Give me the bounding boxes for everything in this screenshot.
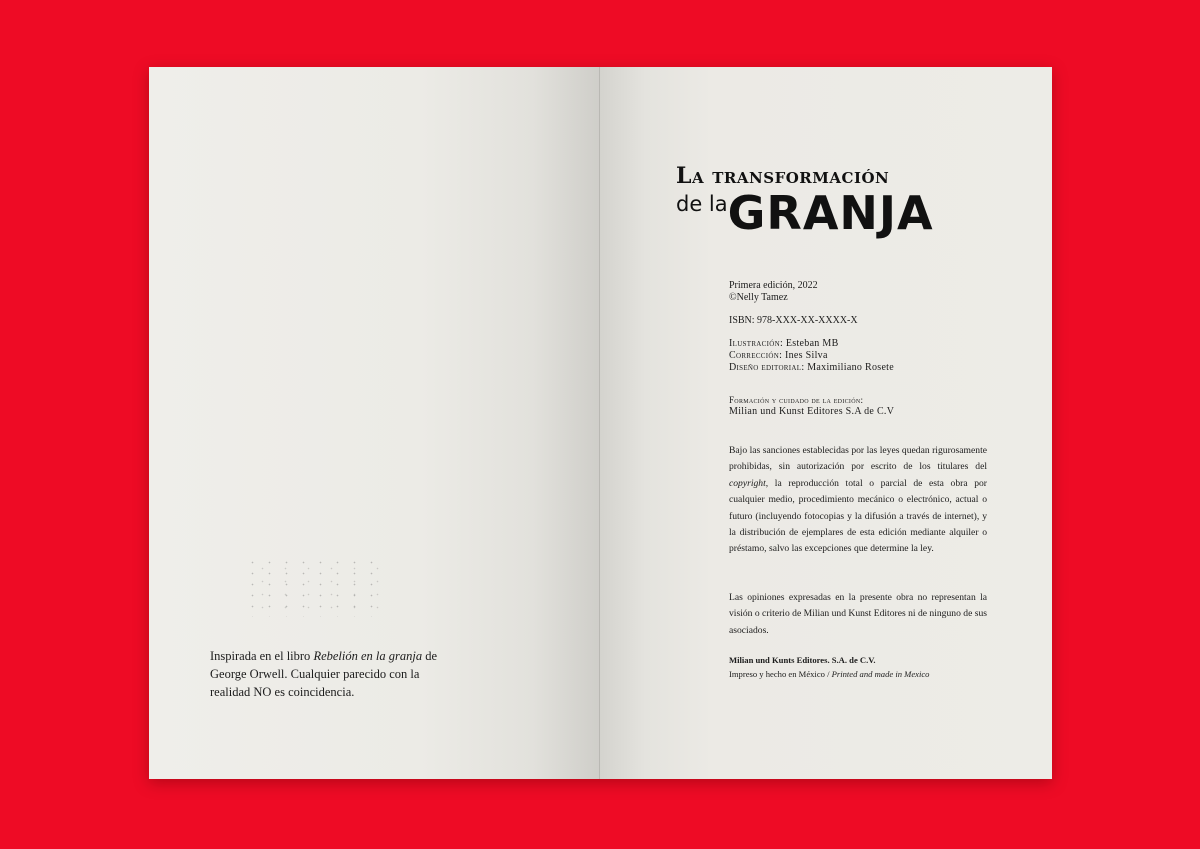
book-spread bbox=[149, 67, 1052, 779]
book-gutter bbox=[599, 67, 600, 779]
legal-text-start: Bajo las sanciones establecidas por las leyes quedan rigurosamente prohibidas, sin autorización por escrito de los titulares del bbox=[729, 445, 987, 473]
credit-correction bbox=[729, 350, 987, 362]
credit-illustration bbox=[729, 338, 987, 350]
title-de-la: de la bbox=[676, 192, 728, 216]
copyright-text: ©Nelly Tamez bbox=[729, 292, 788, 303]
imprint-english: Printed and made in Mexico bbox=[831, 669, 930, 679]
legal-copyright-word: copyright bbox=[729, 477, 766, 489]
title-line-1: La transformación bbox=[676, 163, 890, 189]
opinions-notice: Las opiniones expresadas en la presente obra no representan la visión o criterio de Milian und Kunst Editores ni de ninguno de sus asociados. bbox=[729, 592, 987, 636]
paper-specks bbox=[244, 557, 384, 617]
isbn-text: ISBN: 978-XXX-XX-XXXX-X bbox=[729, 315, 858, 326]
imprint-line bbox=[729, 667, 987, 681]
credit-role: Corrección: bbox=[729, 350, 783, 361]
publisher-name: Milian und Kunts Editores. S.A. de C.V. bbox=[729, 655, 876, 665]
legal-notice bbox=[729, 443, 987, 558]
legal-text-end: , la reproducción total o parcial de esta obra por cualquier medio, procedimiento mecánico o electrónico, actual o futuro (incluyendo fotocopias y la difusión a través de internet), y la distribución de ejemplares de esta edición mediante alquiler o préstamo, salvo las excepciones que determine la ley. bbox=[729, 477, 987, 555]
dedication-book-title: Rebelión en la granja bbox=[313, 649, 423, 663]
credit-name: Esteban MB bbox=[783, 338, 839, 349]
title-line-2 bbox=[676, 188, 934, 238]
dedication-text bbox=[210, 647, 440, 701]
credit-name: Maximiliano Rosete bbox=[804, 362, 894, 373]
edition-block bbox=[729, 280, 987, 304]
credit-role: Diseño editorial: bbox=[729, 362, 805, 373]
formation-label: Formación y cuidado de la edición: bbox=[729, 395, 864, 405]
imprint-spanish: Impreso y hecho en México / bbox=[729, 669, 832, 679]
credit-name: Ines Silva bbox=[782, 350, 828, 361]
title-granja: GRANJA bbox=[727, 186, 934, 240]
dedication-suffix: de George Orwell. Cualquier parecido con la realidad NO es coincidencia. bbox=[210, 649, 438, 699]
dedication-prefix: Inspirada en el libro bbox=[210, 649, 314, 663]
formation-block bbox=[729, 394, 987, 418]
left-page bbox=[149, 67, 600, 779]
formation-name: Milian und Kunst Editores S.A de C.V bbox=[729, 406, 895, 417]
credit-role: Ilustración: bbox=[729, 338, 784, 349]
publisher-block bbox=[729, 653, 987, 681]
credit-design bbox=[729, 362, 987, 374]
credits-block bbox=[729, 338, 987, 374]
edition-text: Primera edición, 2022 bbox=[729, 280, 818, 291]
